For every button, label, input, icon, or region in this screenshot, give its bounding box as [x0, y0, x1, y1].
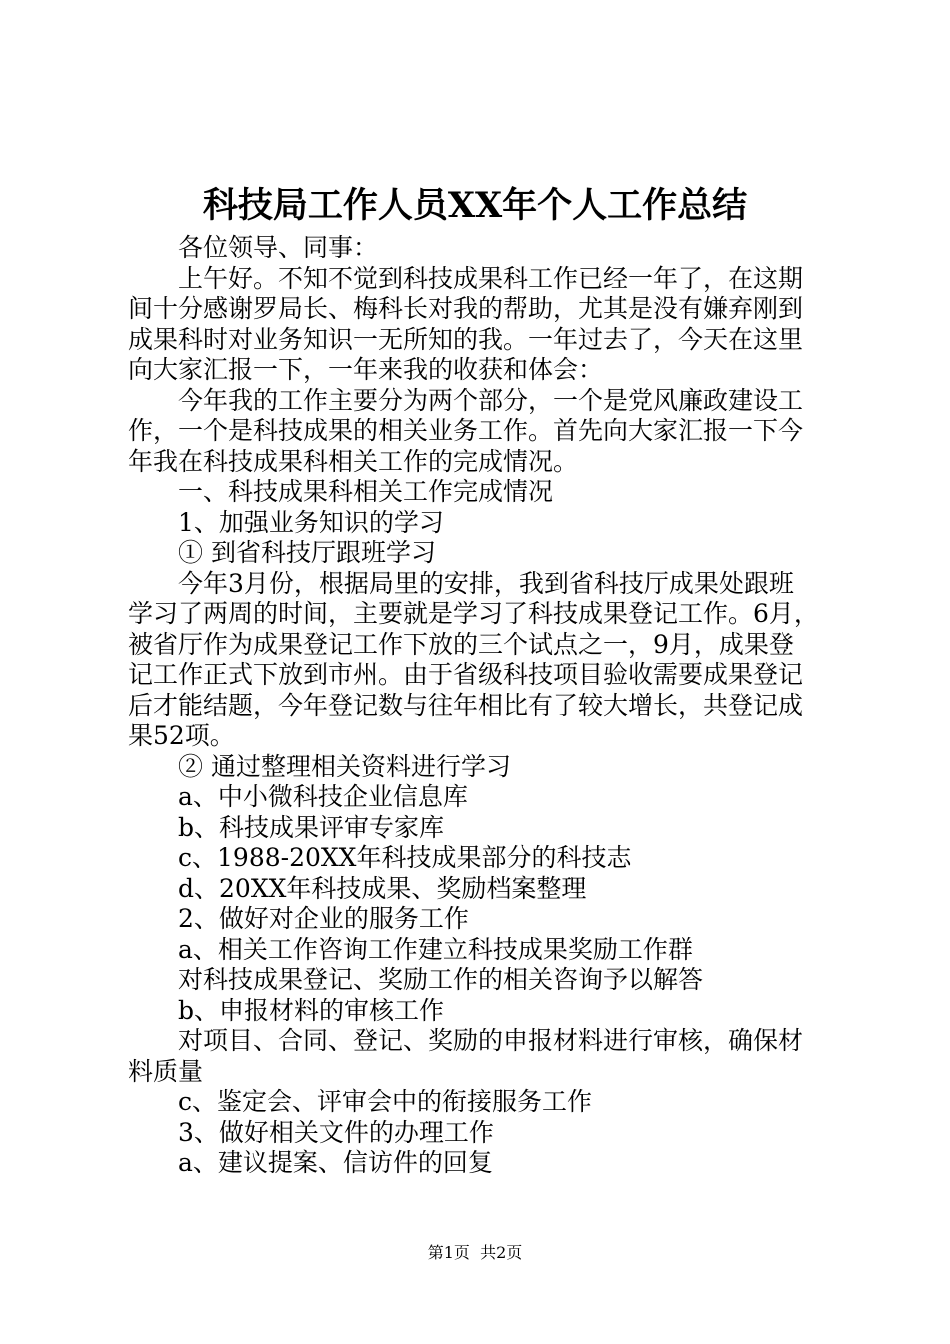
body-line: 被省厅作为成果登记工作下放的三个试点之一，9月，成果登: [128, 629, 794, 659]
body-line: a、相关工作咨询工作建立科技成果奖励工作群: [178, 934, 693, 964]
body-line: b、科技成果评审专家库: [178, 812, 445, 842]
body-line: 作，一个是科技成果的相关业务工作。首先向大家汇报一下今: [128, 416, 804, 445]
body-line: 间十分感谢罗局长、梅科长对我的帮助，尤其是没有嫌弃刚到: [128, 294, 804, 323]
body-line: b、申报材料的审核工作: [178, 995, 445, 1025]
body-line: 学习了两周的时间，主要就是学习了科技成果登记工作。6月，: [128, 599, 819, 628]
body-line: ① 到省科技厅跟班学习: [178, 538, 436, 567]
body-line: 后才能结题，今年登记数与往年相比有了较大增长，共登记成: [128, 690, 804, 720]
document-title: 科技局工作人员XX年个人工作总结: [202, 185, 748, 226]
body-line: 记工作正式下放到市州。由于省级科技项目验收需要成果登记: [128, 660, 804, 689]
body-line: 对科技成果登记、奖励工作的相关咨询予以解答: [178, 965, 704, 994]
body-line: 各位领导、同事：: [178, 233, 379, 262]
body-line: a、建议提案、信访件的回复: [178, 1148, 493, 1177]
body-line: 3、做好相关文件的办理工作: [178, 1117, 494, 1147]
body-line: 今年我的工作主要分为两个部分，一个是党风廉政建设工: [178, 385, 804, 415]
body-line: 向大家汇报一下，一年来我的收获和体会：: [128, 355, 604, 384]
body-line: a、中小微科技企业信息库: [178, 782, 468, 811]
body-line: c、鉴定会、评审会中的衔接服务工作: [178, 1087, 593, 1116]
body-line: 上午好。不知不觉到科技成果科工作已经一年了，在这期: [178, 263, 804, 293]
body-line: 年我在科技成果科相关工作的完成情况。: [128, 446, 579, 476]
body-line: 对项目、合同、登记、奖励的申报材料进行审核，确保材: [178, 1026, 804, 1055]
body-line: d、20XX年科技成果、奖励档案整理: [178, 873, 587, 903]
body-line: 一、科技成果科相关工作完成情况: [178, 477, 554, 506]
body-line: 1、加强业务知识的学习: [178, 507, 444, 537]
body-line: 果52项。: [128, 721, 235, 750]
body-line: 料质量: [128, 1056, 204, 1086]
body-line: c、1988-20XX年科技成果部分的科技志: [178, 843, 632, 872]
body-line: ② 通过整理相关资料进行学习: [178, 751, 511, 781]
body-line: 今年3月份，根据局里的安排，我到省科技厅成果处跟班: [178, 568, 794, 598]
body-line: 2、做好对企业的服务工作: [178, 904, 469, 933]
page-footer: 第1页 共2页: [427, 1243, 523, 1262]
body-line: 成果科时对业务知识一无所知的我。一年过去了，今天在这里: [128, 324, 804, 354]
document-body: [128, 233, 832, 1179]
